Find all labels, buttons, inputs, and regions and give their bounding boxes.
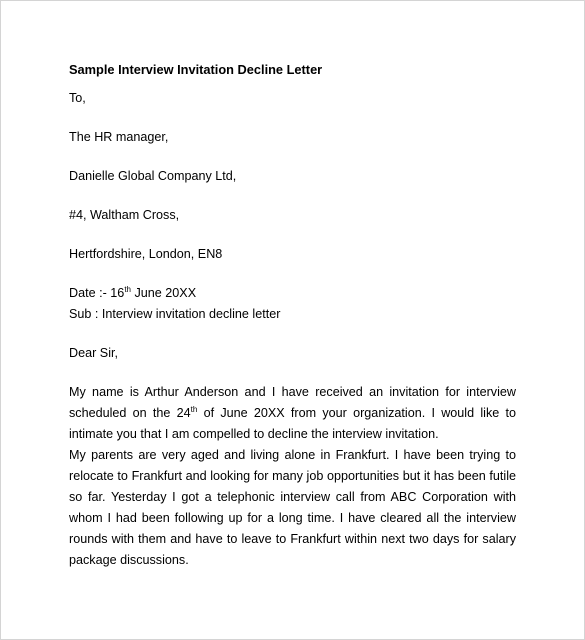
salutation-line: Dear Sir, [69,346,118,360]
date-superscript: th [124,285,131,294]
to-line: To, [69,91,86,105]
subject-line: Sub : Interview invitation decline letter [69,307,281,321]
letter-title: Sample Interview Invitation Decline Letter [69,62,323,77]
paragraph-1-part-b: of June 20XX from your organization. I would like to intimate you that I am compelled to decline the interview invitation. [69,406,516,441]
company-line: Danielle Global Company Ltd, [69,169,237,183]
date-suffix: June 20XX [130,286,197,300]
date-line [69,283,516,304]
paragraph-2: My parents are very aged and living alone in Frankfurt. I have been trying to relocate to Frankfurt and looking for many job opportunities but it has been futile so far. Yesterday I got a telephonic interview call from ABC Corporation with whom I had been following up for a long time. I have cleared all the interview rounds with them and have to leave to Frankfurt within next two days for salary package discussions. [69,448,516,567]
address-line-1: #4, Waltham Cross, [69,208,180,222]
address-line-2: Hertfordshire, London, EN8 [69,247,223,261]
paragraph-1 [69,382,516,445]
paragraph-1-superscript: th [190,405,198,414]
paragraph-1-part-a: My name is Arthur Anderson and I have received an invitation for interview scheduled on the 24 [69,385,516,420]
letter-body [69,59,516,571]
date-prefix: Date :- 16 [69,286,125,300]
recipient-line: The HR manager, [69,130,169,144]
